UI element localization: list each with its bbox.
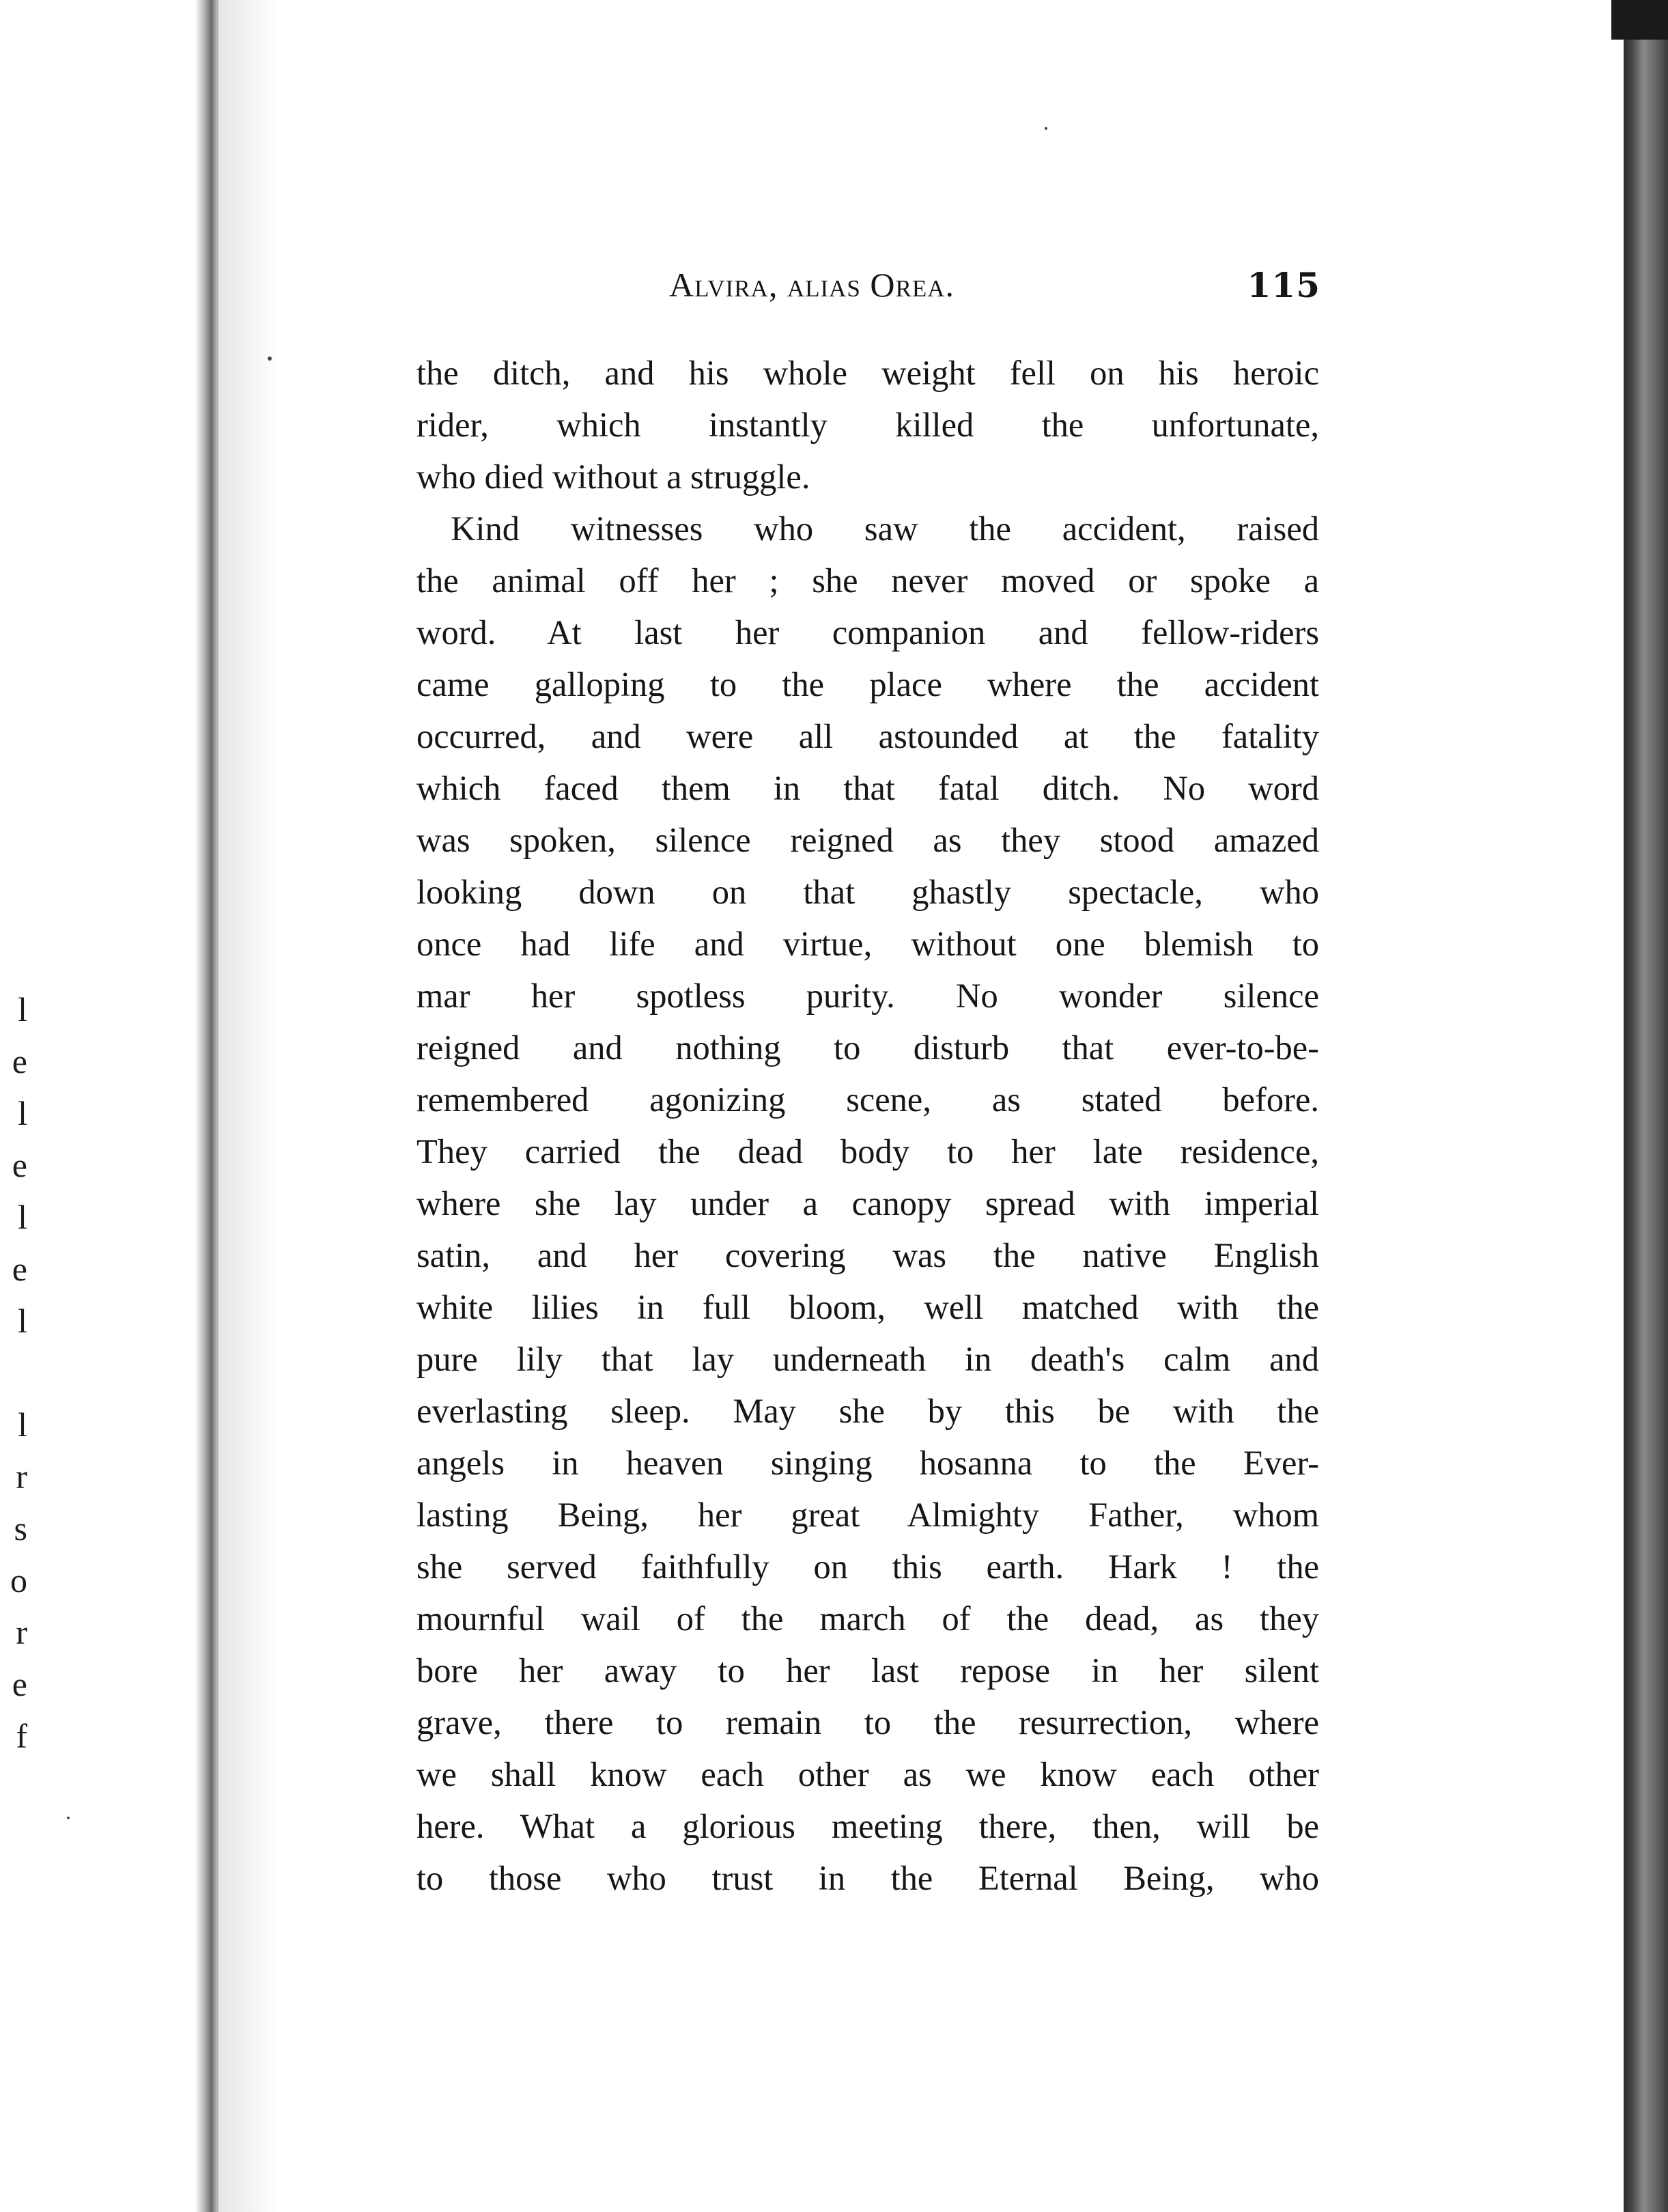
text-line: we shall know each other as we know each other xyxy=(416,1755,1319,1793)
facing-letter: r xyxy=(16,1613,27,1651)
text-line: she served faithfully on this earth. Hark ! the xyxy=(416,1548,1319,1586)
facing-letter: r xyxy=(16,1457,27,1496)
running-title: Alvira, alias Orea. xyxy=(669,266,955,304)
text-line: reigned and nothing to disturb that ever-to-be- xyxy=(416,1028,1319,1067)
text-line: white lilies in full bloom, well matched with the xyxy=(416,1288,1319,1326)
paper-speck xyxy=(1045,127,1047,130)
text-line: word. At last her companion and fellow-riders xyxy=(416,613,1319,652)
facing-letter: e xyxy=(12,1250,27,1288)
text-line: was spoken, silence reigned as they stood amazed xyxy=(416,821,1319,859)
facing-letter: f xyxy=(16,1717,27,1755)
book-binding xyxy=(195,0,218,2212)
facing-letter: e xyxy=(12,1665,27,1703)
text-line: everlasting sleep. May she by this be with the xyxy=(416,1392,1319,1430)
text-line: Kind witnesses who saw the accident, raised xyxy=(451,509,1319,548)
text-line: came galloping to the place where the accident xyxy=(416,665,1319,703)
facing-letter: l xyxy=(18,990,27,1028)
facing-letter: o xyxy=(10,1561,27,1599)
text-line: pure lily that lay underneath in death's calm and xyxy=(416,1340,1319,1378)
text-line: grave, there to remain to the resurrection, where xyxy=(416,1703,1319,1741)
text-line: the ditch, and his whole weight fell on his heroic xyxy=(416,354,1319,392)
text-line: to those who trust in the Eternal Being, who xyxy=(416,1859,1319,1897)
binding-shadow xyxy=(217,0,279,2212)
page-number: 115 xyxy=(1247,265,1320,305)
text-line: which faced them in that fatal ditch. No word xyxy=(416,769,1319,807)
text-line: looking down on that ghastly spectacle, who xyxy=(416,873,1319,911)
text-line: bore her away to her last repose in her silent xyxy=(416,1651,1319,1690)
running-header xyxy=(410,265,1320,313)
text-line: satin, and her covering was the native English xyxy=(416,1236,1319,1274)
facing-letter: e xyxy=(12,1042,27,1080)
facing-letter: l xyxy=(18,1405,27,1444)
facing-letter: l xyxy=(18,1198,27,1236)
text-line: here. What a glorious meeting there, then, will be xyxy=(416,1807,1319,1845)
book-right-edge xyxy=(1624,0,1668,2212)
text-line: They carried the dead body to her late residence, xyxy=(416,1132,1319,1171)
paper-speck xyxy=(268,356,272,361)
body-text xyxy=(416,347,1319,1904)
facing-letter: l xyxy=(18,1302,27,1340)
text-line: rider, which instantly killed the unfortunate, xyxy=(416,406,1319,444)
text-line: mournful wail of the march of the dead, as they xyxy=(416,1599,1319,1638)
text-line: occurred, and were all astounded at the fatality xyxy=(416,717,1319,755)
text-line: mar her spotless purity. No wonder silence xyxy=(416,977,1319,1015)
facing-letter xyxy=(0,1347,27,1399)
text-line: remembered agonizing scene, as stated before. xyxy=(416,1080,1319,1119)
facing-letter: s xyxy=(14,1509,27,1548)
text-line: who died without a struggle. xyxy=(416,458,810,496)
facing-page-bleed xyxy=(0,983,27,1762)
text-line: once had life and virtue, without one blemish to xyxy=(416,925,1319,963)
book-right-edge-corner xyxy=(1611,0,1668,40)
text-line: angels in heaven singing hosanna to the Ever- xyxy=(416,1444,1319,1482)
text-line: lasting Being, her great Almighty Father, whom xyxy=(416,1496,1319,1534)
paper-speck xyxy=(67,1817,70,1819)
text-line: where she lay under a canopy spread with imperial xyxy=(416,1184,1319,1222)
facing-letter: l xyxy=(18,1094,27,1132)
text-line: the animal off her ; she never moved or spoke a xyxy=(416,561,1319,600)
facing-letter: e xyxy=(12,1146,27,1184)
